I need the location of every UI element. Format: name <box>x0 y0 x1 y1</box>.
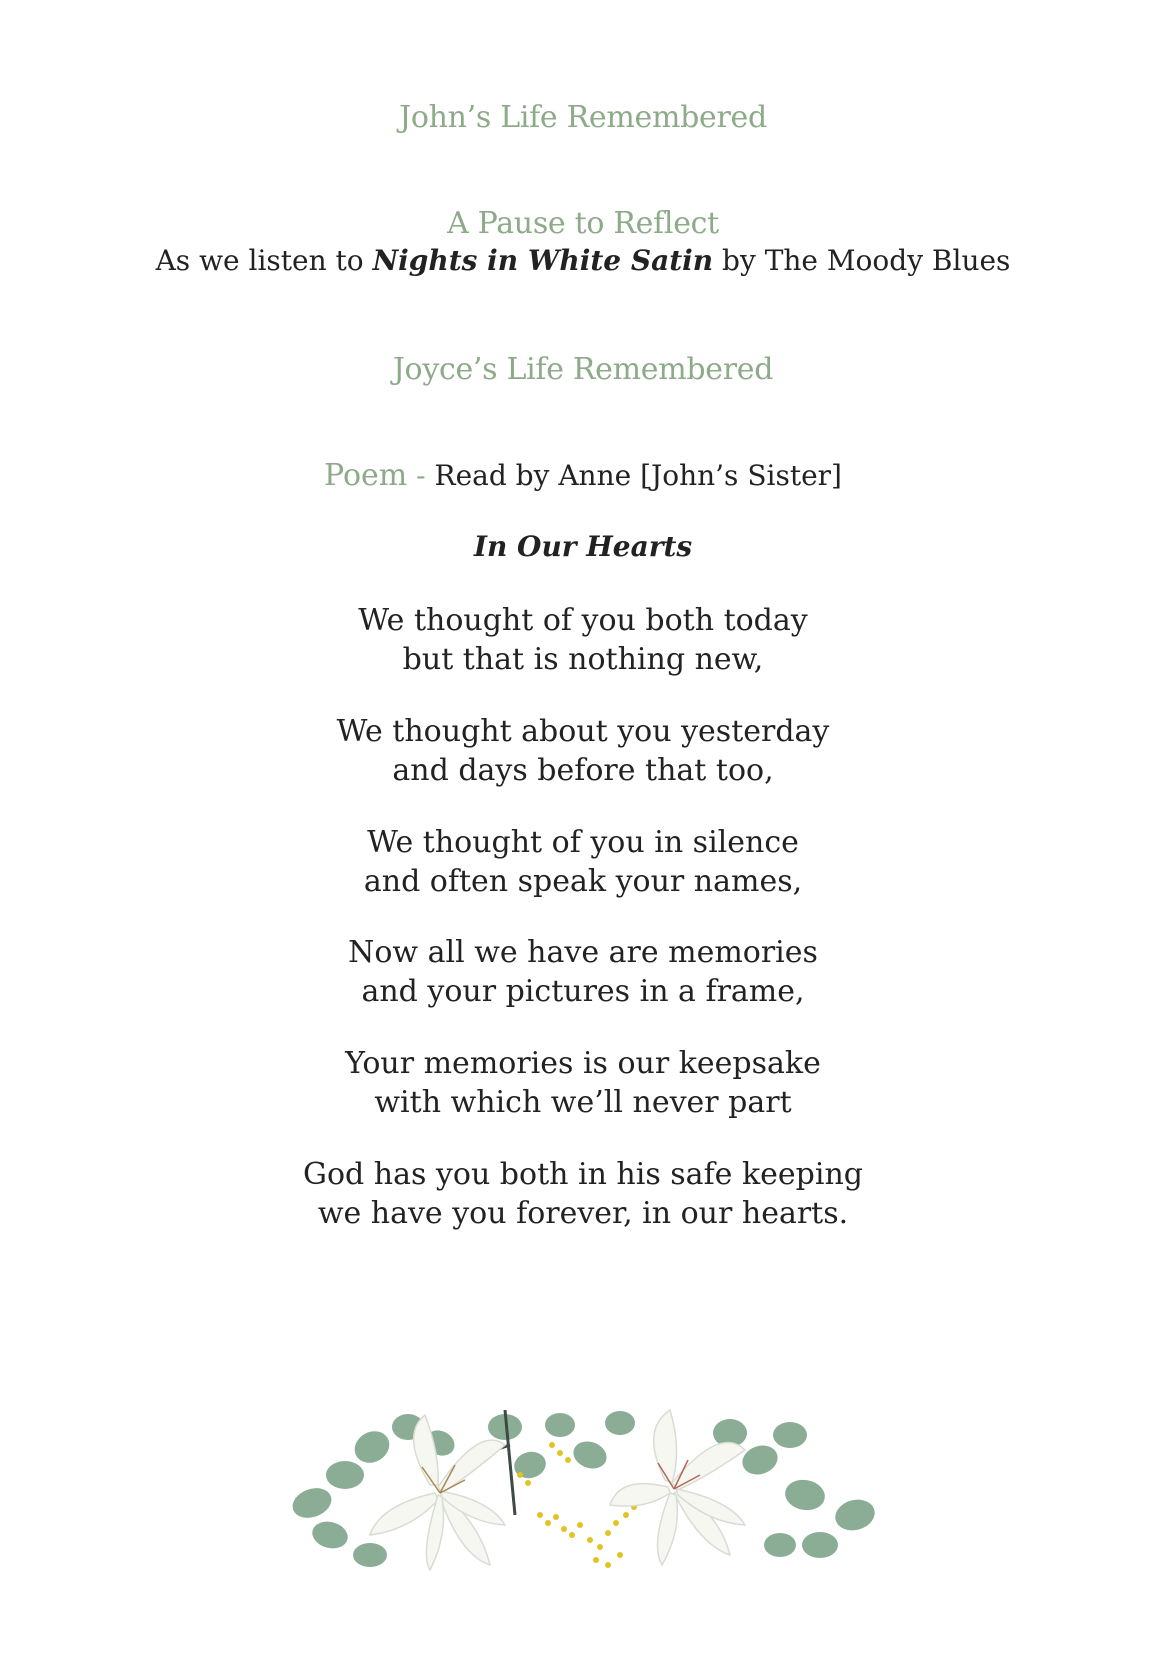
joyces-life-heading: Joyce’s Life Remembered <box>392 352 774 387</box>
poem-reader: Read by Anne [John’s Sister] <box>434 459 842 492</box>
stanza <box>0 823 1166 901</box>
verse-line: We thought of you both today <box>358 603 808 638</box>
poem-reading-line <box>0 458 1166 493</box>
johns-life-heading: John’s Life Remembered <box>399 100 767 135</box>
verse-line: Now all we have are memories <box>348 935 818 970</box>
stanza <box>0 1155 1166 1233</box>
stanza <box>0 712 1166 790</box>
poem-title: In Our Hearts <box>473 530 693 563</box>
song-line-pre: As we listen to <box>155 244 373 277</box>
verse-line: and often speak your names, <box>363 864 803 899</box>
verse-line: and your pictures in a frame, <box>361 974 805 1009</box>
verse-line: God has you both in his safe keeping <box>303 1157 863 1192</box>
verse-line: but that is nothing new, <box>402 642 764 677</box>
pause-heading: A Pause to Reflect <box>447 206 719 241</box>
song-title: Nights in White Satin <box>372 244 714 277</box>
verse-line: we have you forever, in our hearts. <box>317 1196 849 1231</box>
poem-label: Poem <box>324 458 408 493</box>
stanza <box>0 1044 1166 1122</box>
stanza <box>0 601 1166 679</box>
stanza <box>0 933 1166 1011</box>
verse-line: We thought of you in silence <box>367 825 799 860</box>
verse-line: with which we’ll never part <box>374 1085 792 1120</box>
verse-line: We thought about you yesterday <box>336 714 830 749</box>
poem-separator: - <box>407 459 435 492</box>
song-line <box>0 244 1166 277</box>
verse-line: Your memories is our keepsake <box>345 1046 821 1081</box>
verse-line: and days before that too, <box>392 753 774 788</box>
floral-garland-icon <box>290 1405 880 1575</box>
song-line-post: by The Moody Blues <box>713 244 1011 277</box>
